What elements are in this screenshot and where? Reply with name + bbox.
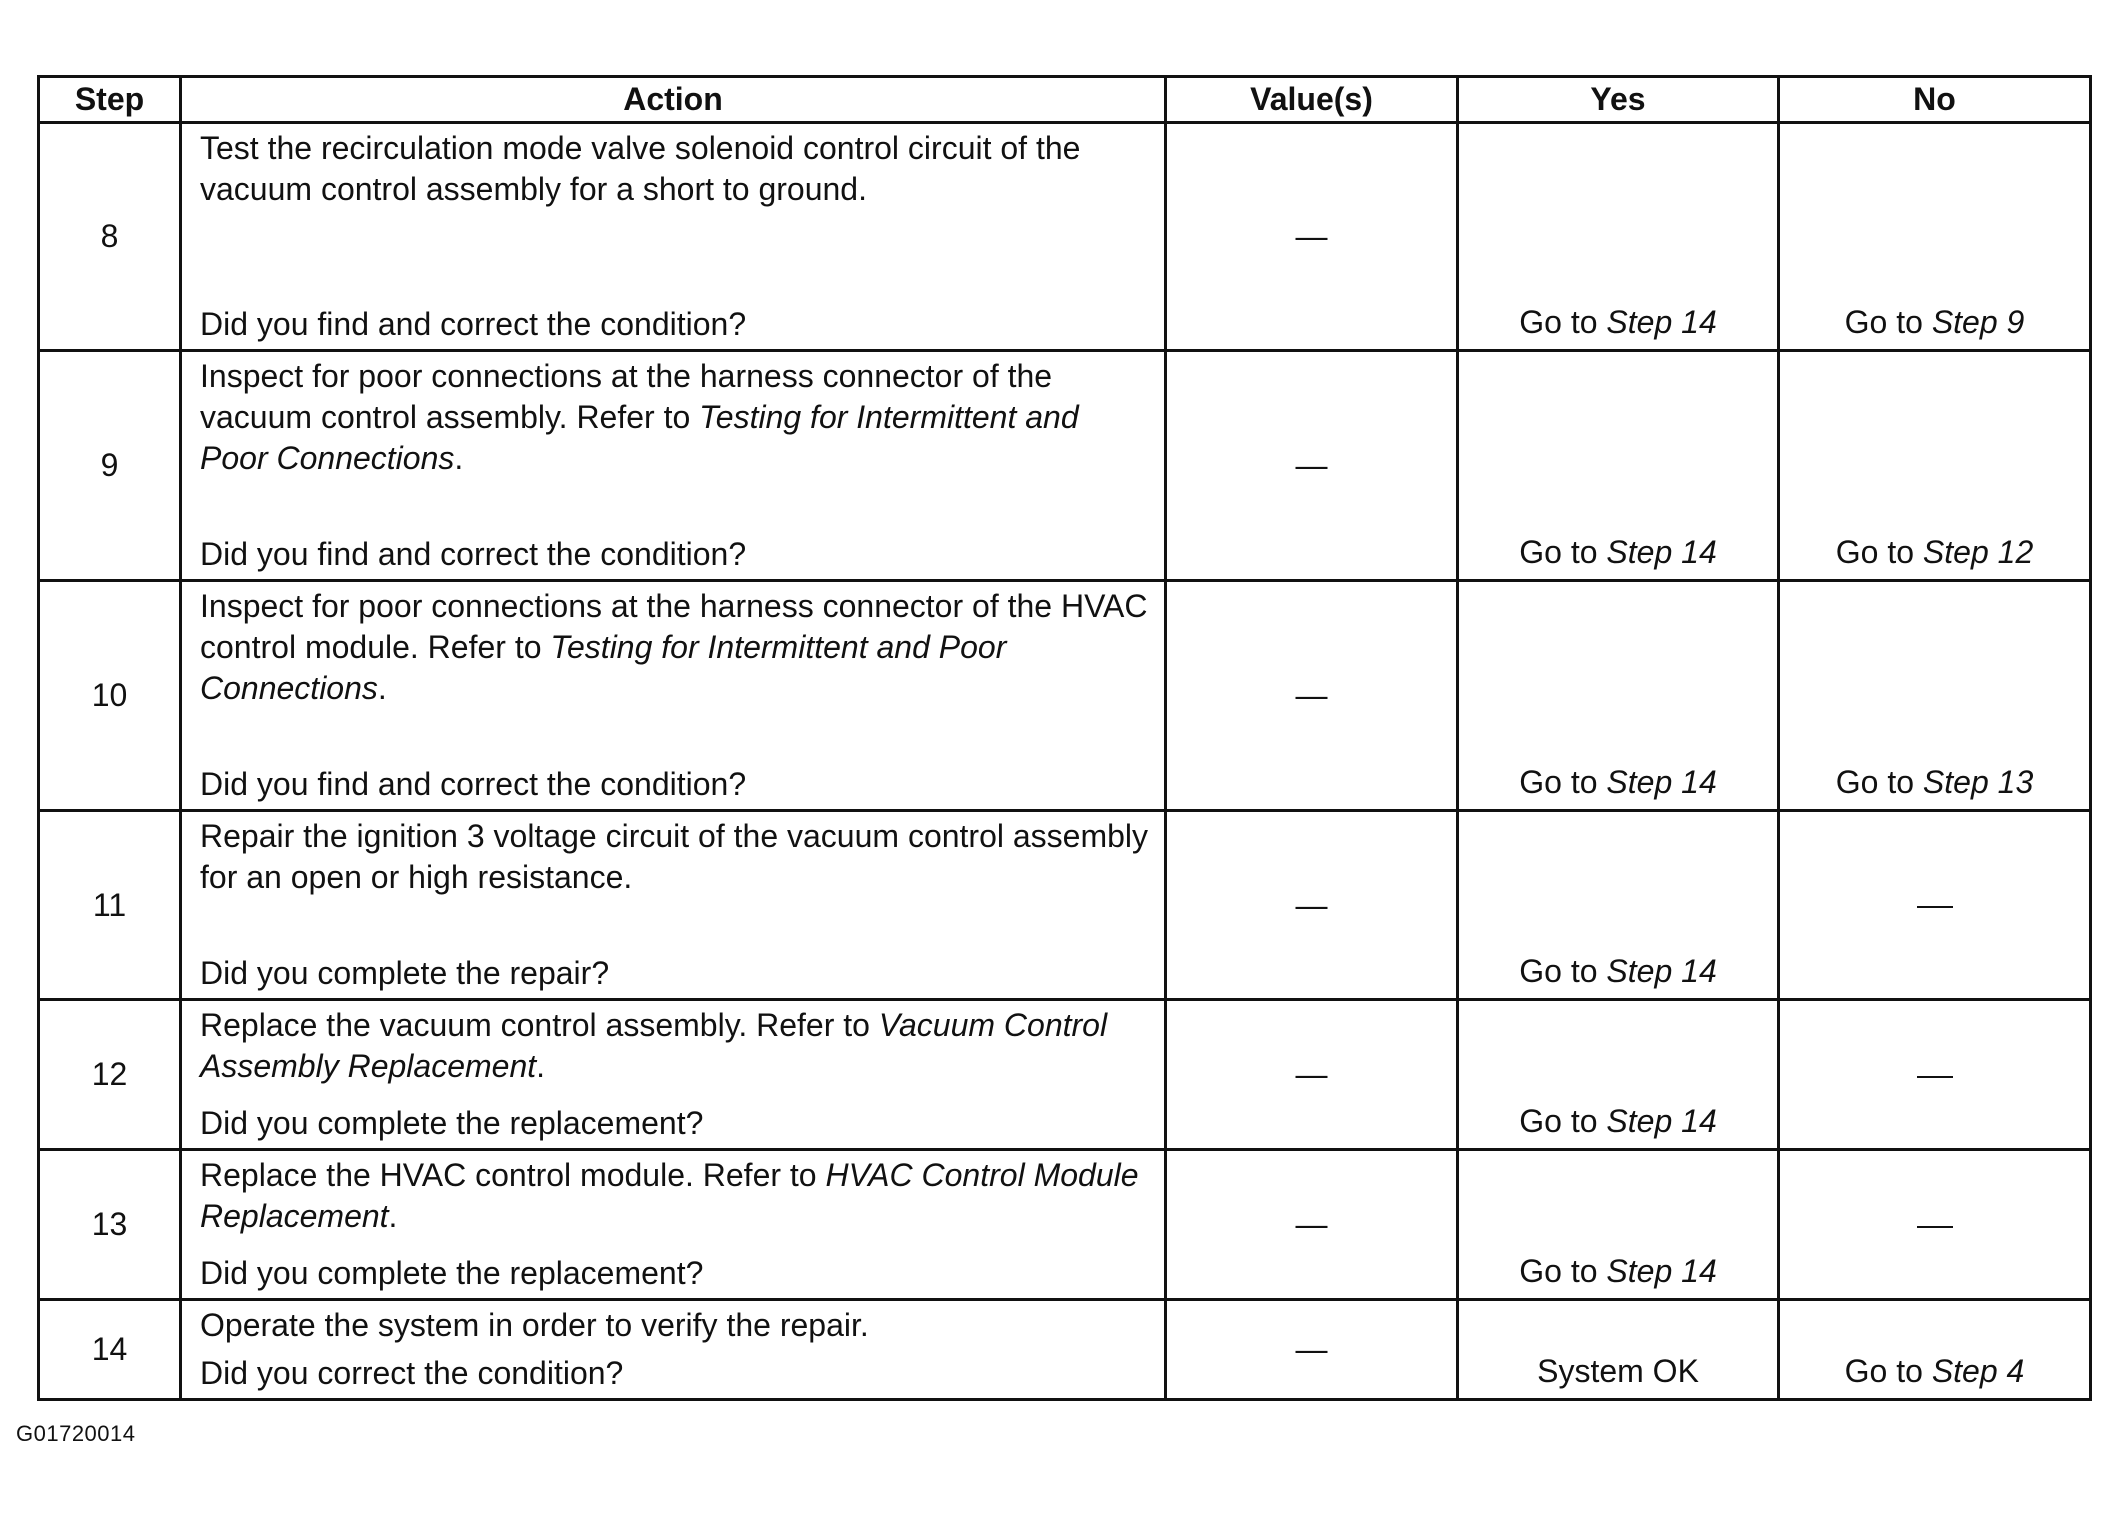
yes-outcome [1459,1351,1777,1392]
yes-outcome-prefix: Go to [1519,953,1607,989]
no-outcome [1780,532,2089,573]
instruction-text: . [536,1048,546,1084]
action-question: Did you find and correct the condition? [200,306,747,342]
no-outcome-prefix: Go to [1835,764,1923,800]
table-row [39,811,2091,1000]
yes-outcome [1459,1101,1777,1142]
yes-cell [1458,351,1779,581]
no-outcome [1780,762,2089,803]
value-dash: — [1295,218,1328,254]
instruction-text: Inspect for poor connections at the harness connector of the vacuum control assembly. Refer to [200,358,1053,435]
step-number: 8 [39,123,181,351]
table-body [39,123,2091,1400]
no-cell [1779,1300,2091,1400]
yes-outcome-prefix: Go to [1519,1253,1607,1289]
reference-title: Testing for Intermittent and Poor Connections [200,399,1079,476]
no-cell [1779,581,2091,811]
value-dash: — [1295,1056,1328,1092]
step-number: 14 [39,1300,181,1400]
no-outcome-prefix: Go to [1844,1353,1932,1389]
action-cell [181,581,1166,811]
yes-cell [1458,581,1779,811]
no-step-reference: Step 9 [1931,304,2025,340]
no-cell [1779,123,2091,351]
action-question: Did you complete the repair? [200,955,610,991]
value-dash: — [1295,447,1328,483]
yes-step-reference: Step 14 [1606,764,1717,800]
no-dash [1917,1226,1953,1228]
no-outcome [1780,302,2089,343]
yes-step-reference: Step 14 [1606,304,1717,340]
value-cell [1166,351,1458,581]
header-no: No [1779,77,2091,123]
no-outcome-prefix: Go to [1844,304,1932,340]
yes-cell [1458,1150,1779,1300]
value-dash: — [1295,1206,1328,1242]
instruction-text: Replace the HVAC control module. Refer to [200,1157,826,1193]
instruction-text: Test the recirculation mode valve solenoid control circuit of the vacuum control assembly for a short to ground. [200,130,1081,207]
action-question: Did you complete the replacement? [200,1255,704,1291]
step-number: 12 [39,1000,181,1150]
instruction-text: Repair the ignition 3 voltage circuit of the vacuum control assembly for an open or high resistance. [200,818,1149,895]
header-yes: Yes [1458,77,1779,123]
yes-step-reference: Step 14 [1606,1103,1717,1139]
yes-outcome [1459,762,1777,803]
value-cell [1166,581,1458,811]
figure-id: G01720014 [16,1421,136,1446]
step-number: 10 [39,581,181,811]
action-instruction [200,816,1154,898]
yes-cell [1458,123,1779,351]
yes-step-reference: Step 14 [1606,953,1717,989]
table-row [39,581,2091,811]
action-instruction [200,356,1154,479]
reference-title: HVAC Control Module Replacement [200,1157,1139,1234]
yes-outcome-prefix: Go to [1519,304,1607,340]
value-cell [1166,811,1458,1000]
yes-outcome-prefix: Go to [1519,1103,1607,1139]
step-number: 11 [39,811,181,1000]
yes-cell [1458,1300,1779,1400]
header-values: Value(s) [1166,77,1458,123]
value-cell [1166,1150,1458,1300]
value-dash: — [1295,677,1328,713]
value-cell [1166,1000,1458,1150]
no-cell [1779,1150,2091,1300]
yes-step-reference: Step 14 [1606,1253,1717,1289]
no-cell [1779,1000,2091,1150]
reference-title: Vacuum Control Assembly Replacement [200,1007,1108,1084]
action-cell [181,811,1166,1000]
table-row [39,1300,2091,1400]
action-instruction [200,586,1154,709]
action-instruction [200,1155,1154,1237]
yes-outcome-prefix: Go to [1519,534,1607,570]
action-instruction [200,1005,1154,1087]
no-step-reference: Step 4 [1931,1353,2025,1389]
no-step-reference: Step 12 [1922,534,2034,570]
no-step-reference: Step 13 [1922,764,2034,800]
action-question: Did you find and correct the condition? [200,536,747,572]
action-cell [181,1150,1166,1300]
value-dash: — [1295,1331,1328,1367]
no-dash [1917,906,1953,908]
step-number: 9 [39,351,181,581]
no-cell [1779,811,2091,1000]
instruction-text: . [377,670,387,706]
yes-step-reference: Step 14 [1606,534,1717,570]
yes-cell [1458,1000,1779,1150]
instruction-text: Replace the vacuum control assembly. Refer to [200,1007,879,1043]
action-question: Did you complete the replacement? [200,1105,704,1141]
action-question: Did you correct the condition? [200,1355,624,1391]
no-dash [1917,1076,1953,1078]
action-cell [181,1300,1166,1400]
yes-cell [1458,811,1779,1000]
instruction-text: Inspect for poor connections at the harness connector of the HVAC control module. Refer to [200,588,1148,665]
no-cell [1779,351,2091,581]
action-question: Did you find and correct the condition? [200,766,747,802]
table-row [39,1150,2091,1300]
yes-outcome-prefix: System OK [1537,1353,1699,1389]
yes-outcome [1459,1251,1777,1292]
table-row [39,1000,2091,1150]
yes-outcome-prefix: Go to [1519,764,1607,800]
header-step: Step [39,77,181,123]
action-instruction [200,1305,1154,1346]
action-instruction [200,128,1154,210]
instruction-text: . [454,440,464,476]
no-outcome [1780,1351,2089,1392]
instruction-text: . [388,1198,398,1234]
header-action: Action [181,77,1166,123]
table-row [39,351,2091,581]
action-cell [181,351,1166,581]
reference-title: Testing for Intermittent and Poor Connections [200,629,1007,706]
yes-outcome [1459,951,1777,992]
value-cell [1166,1300,1458,1400]
step-number: 13 [39,1150,181,1300]
table-row [39,123,2091,351]
header-row [39,77,2091,123]
diagnostic-table [37,75,2092,1401]
action-cell [181,123,1166,351]
yes-outcome [1459,532,1777,573]
action-cell [181,1000,1166,1150]
value-cell [1166,123,1458,351]
instruction-text: Operate the system in order to verify the repair. [200,1307,869,1343]
no-outcome-prefix: Go to [1835,534,1923,570]
yes-outcome [1459,302,1777,343]
value-dash: — [1295,886,1328,923]
